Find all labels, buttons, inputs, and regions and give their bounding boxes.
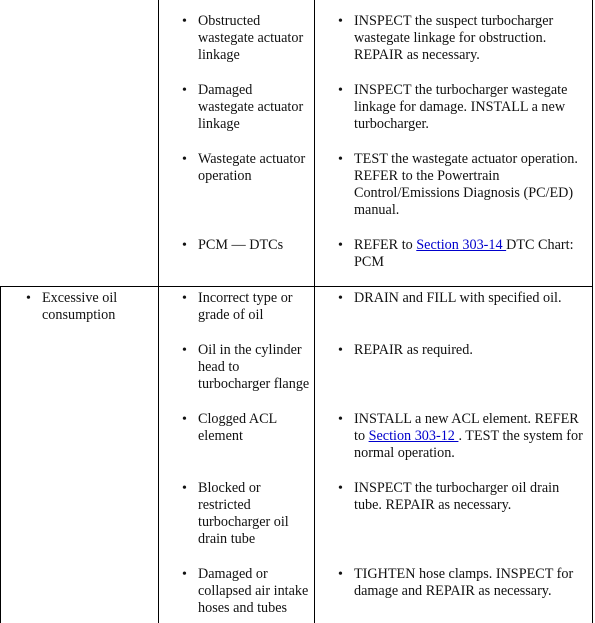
column-divider-1 (158, 0, 159, 623)
action-item: • INSPECT the suspect turbocharger wastegate linkage for obstruction. REPAIR as necessary. (354, 13, 590, 64)
cause-item: • Damaged or collapsed air intake hoses and tubes (198, 566, 312, 617)
cause-item: • PCM — DTCs (198, 237, 310, 254)
cause-item: • Oil in the cylinder head to turbocharger flange (198, 342, 312, 393)
cause-item: • Incorrect type or grade of oil (198, 290, 312, 324)
cause-item: • Damaged wastegate actuator linkage (198, 82, 310, 133)
column-divider-2 (314, 0, 315, 623)
row-divider (0, 286, 593, 287)
action-item: • INSPECT the turbocharger oil drain tube. REPAIR as necessary. (354, 480, 590, 514)
table-border-right (592, 0, 593, 623)
symptom-item: • Excessive oil consumption (42, 290, 154, 324)
action-item: • INSTALL a new ACL element. REFER to Section 303-12 . TEST the system for normal operation. (354, 411, 590, 462)
action-item: • INSPECT the turbocharger wastegate linkage for damage. INSTALL a new turbocharger. (354, 82, 590, 133)
cause-item: • Wastegate actuator operation (198, 151, 310, 185)
table-border-left (0, 286, 1, 623)
action-item: • TIGHTEN hose clamps. INSPECT for damage and REPAIR as necessary. (354, 566, 590, 600)
section-303-12-link[interactable]: Section 303-12 (368, 428, 459, 444)
cause-item: • Blocked or restricted turbocharger oil drain tube (198, 480, 310, 548)
action-item: • DRAIN and FILL with specified oil. (354, 290, 590, 307)
section-303-14-link[interactable]: Section 303-14 (416, 237, 507, 253)
cause-item: • Obstructed wastegate actuator linkage (198, 13, 310, 64)
action-item: • TEST the wastegate actuator operation. REFER to the Powertrain Control/Emissions Diagnosis (PC/ED) manual. (354, 151, 590, 219)
action-item: • REFER to Section 303-14 DTC Chart: PCM (354, 237, 590, 271)
cause-item: • Clogged ACL element (198, 411, 312, 445)
action-item: • REPAIR as required. (354, 342, 590, 359)
